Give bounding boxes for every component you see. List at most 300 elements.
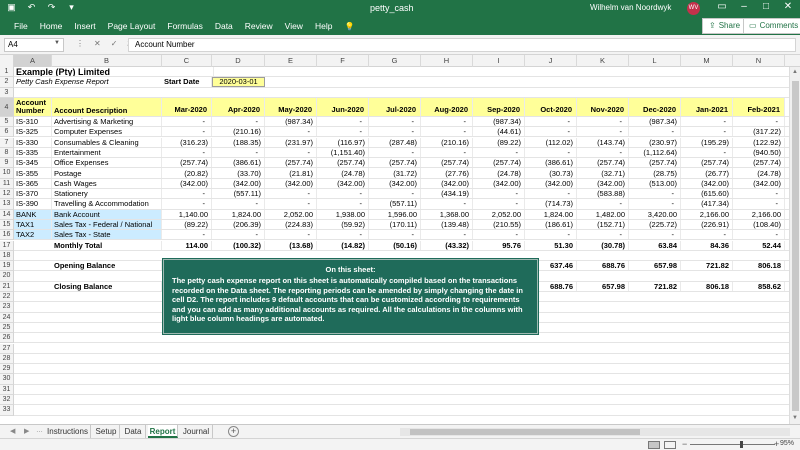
closing-balance-value[interactable]: 657.98 bbox=[577, 282, 629, 291]
monthly-total-value[interactable]: (100.32) bbox=[212, 241, 265, 250]
row-header[interactable]: 9 bbox=[0, 158, 14, 168]
value-cell[interactable]: (24.78) bbox=[733, 168, 785, 177]
header-month[interactable]: Nov-2020 bbox=[577, 98, 629, 116]
account-description[interactable]: Stationery bbox=[52, 189, 162, 198]
column-header-e[interactable]: E bbox=[265, 55, 317, 67]
undo-icon[interactable]: ↶ bbox=[27, 2, 36, 12]
monthly-total-value[interactable]: (43.32) bbox=[421, 241, 473, 250]
row-header[interactable]: 22 bbox=[0, 292, 14, 302]
value-cell[interactable]: (342.00) bbox=[733, 179, 785, 188]
value-cell[interactable]: (20.82) bbox=[162, 168, 212, 177]
account-description[interactable]: Postage bbox=[52, 168, 162, 177]
value-cell[interactable]: - bbox=[212, 117, 265, 126]
value-cell[interactable]: (24.78) bbox=[473, 168, 525, 177]
value-cell[interactable]: (210.16) bbox=[421, 138, 473, 147]
value-cell[interactable]: (89.22) bbox=[162, 220, 212, 229]
column-header-j[interactable]: J bbox=[525, 55, 577, 67]
value-cell[interactable]: (583.88) bbox=[577, 189, 629, 198]
account-description[interactable]: Cash Wages bbox=[52, 179, 162, 188]
customize-toolbar-icon[interactable]: ▾ bbox=[69, 2, 74, 12]
row-header[interactable]: 20 bbox=[0, 271, 14, 281]
menu-page-layout[interactable]: Page Layout bbox=[107, 21, 156, 31]
value-cell[interactable]: (44.61) bbox=[473, 127, 525, 136]
sheet-tab-instructions[interactable]: Instructions bbox=[45, 425, 91, 438]
search-icon[interactable]: 💡 bbox=[344, 22, 355, 31]
value-cell[interactable]: - bbox=[733, 230, 785, 239]
account-description[interactable]: Advertising & Marketing bbox=[52, 117, 162, 126]
menu-insert[interactable]: Insert bbox=[74, 21, 96, 31]
value-cell[interactable]: 1,824.00 bbox=[525, 210, 577, 219]
value-cell[interactable]: (987.34) bbox=[473, 117, 525, 126]
value-cell[interactable]: (257.74) bbox=[162, 158, 212, 167]
value-cell[interactable]: (434.19) bbox=[421, 189, 473, 198]
value-cell[interactable]: (257.74) bbox=[473, 158, 525, 167]
value-cell[interactable]: - bbox=[212, 199, 265, 208]
row-header[interactable]: 33 bbox=[0, 405, 14, 415]
menu-file[interactable]: File bbox=[14, 21, 28, 31]
maximize-icon[interactable]: □ bbox=[762, 1, 770, 12]
value-cell[interactable]: (28.75) bbox=[629, 168, 681, 177]
column-header-f[interactable]: F bbox=[317, 55, 369, 67]
monthly-total-value[interactable]: (14.82) bbox=[317, 241, 369, 250]
value-cell[interactable]: - bbox=[733, 117, 785, 126]
row-header[interactable]: 7 bbox=[0, 138, 14, 148]
opening-balance-label[interactable]: Opening Balance bbox=[52, 261, 162, 270]
row-header[interactable]: 24 bbox=[0, 313, 14, 323]
value-cell[interactable]: 1,938.00 bbox=[317, 210, 369, 219]
value-cell[interactable]: - bbox=[473, 199, 525, 208]
account-code[interactable]: IS-355 bbox=[14, 168, 52, 177]
monthly-total-label[interactable]: Monthly Total bbox=[52, 241, 162, 250]
account-description[interactable]: Travelling & Accommodation bbox=[52, 199, 162, 208]
value-cell[interactable]: - bbox=[473, 189, 525, 198]
value-cell[interactable]: (342.00) bbox=[473, 179, 525, 188]
value-cell[interactable]: 3,420.00 bbox=[629, 210, 681, 219]
zoom-level[interactable]: 95% bbox=[780, 440, 795, 447]
account-code[interactable]: IS-335 bbox=[14, 148, 52, 157]
value-cell[interactable]: - bbox=[473, 148, 525, 157]
value-cell[interactable]: (940.50) bbox=[733, 148, 785, 157]
value-cell[interactable]: - bbox=[577, 199, 629, 208]
row-header[interactable]: 26 bbox=[0, 333, 14, 343]
value-cell[interactable]: (342.00) bbox=[212, 179, 265, 188]
value-cell[interactable]: (557.11) bbox=[212, 189, 265, 198]
value-cell[interactable]: (226.91) bbox=[681, 220, 733, 229]
value-cell[interactable]: - bbox=[317, 199, 369, 208]
value-cell[interactable]: - bbox=[317, 230, 369, 239]
value-cell[interactable]: - bbox=[317, 117, 369, 126]
value-cell[interactable]: - bbox=[577, 127, 629, 136]
account-description[interactable]: Bank Account bbox=[52, 210, 162, 219]
value-cell[interactable]: - bbox=[265, 189, 317, 198]
value-cell[interactable]: - bbox=[212, 230, 265, 239]
value-cell[interactable]: - bbox=[369, 230, 421, 239]
value-cell[interactable]: (342.00) bbox=[265, 179, 317, 188]
column-header-i[interactable]: I bbox=[473, 55, 525, 67]
column-header-h[interactable]: H bbox=[421, 55, 473, 67]
value-cell[interactable]: (257.74) bbox=[421, 158, 473, 167]
value-cell[interactable]: - bbox=[421, 127, 473, 136]
menu-view[interactable]: View bbox=[284, 21, 303, 31]
value-cell[interactable]: - bbox=[577, 148, 629, 157]
value-cell[interactable]: 1,824.00 bbox=[212, 210, 265, 219]
closing-balance-value[interactable]: 806.18 bbox=[681, 282, 733, 291]
value-cell[interactable]: (33.70) bbox=[212, 168, 265, 177]
value-cell[interactable]: (386.61) bbox=[525, 158, 577, 167]
value-cell[interactable]: - bbox=[369, 148, 421, 157]
value-cell[interactable]: (257.74) bbox=[629, 158, 681, 167]
value-cell[interactable]: (342.00) bbox=[162, 179, 212, 188]
value-cell[interactable]: - bbox=[629, 189, 681, 198]
value-cell[interactable]: - bbox=[681, 117, 733, 126]
value-cell[interactable]: - bbox=[681, 127, 733, 136]
value-cell[interactable]: - bbox=[421, 148, 473, 157]
column-header-l[interactable]: L bbox=[629, 55, 681, 67]
row-header[interactable]: 30 bbox=[0, 374, 14, 384]
value-cell[interactable]: (224.83) bbox=[265, 220, 317, 229]
row-header[interactable]: 21 bbox=[0, 282, 14, 292]
monthly-total-value[interactable]: 52.44 bbox=[733, 241, 785, 250]
value-cell[interactable]: - bbox=[317, 127, 369, 136]
row-header[interactable]: 3 bbox=[0, 88, 14, 98]
closing-balance-value[interactable]: 721.82 bbox=[629, 282, 681, 291]
value-cell[interactable]: (108.40) bbox=[733, 220, 785, 229]
cancel-icon[interactable]: ✕ bbox=[94, 39, 101, 48]
row-header[interactable]: 16 bbox=[0, 230, 14, 240]
value-cell[interactable]: (152.71) bbox=[577, 220, 629, 229]
value-cell[interactable]: (30.73) bbox=[525, 168, 577, 177]
value-cell[interactable]: (342.00) bbox=[525, 179, 577, 188]
value-cell[interactable]: - bbox=[577, 230, 629, 239]
value-cell[interactable]: - bbox=[162, 189, 212, 198]
row-header[interactable]: 12 bbox=[0, 189, 14, 199]
header-month[interactable]: Feb-2021 bbox=[733, 98, 785, 116]
value-cell[interactable]: (1,112.64) bbox=[629, 148, 681, 157]
value-cell[interactable]: - bbox=[162, 230, 212, 239]
account-description[interactable]: Sales Tax - Federal / National bbox=[52, 220, 162, 229]
column-header-a[interactable]: A bbox=[14, 55, 52, 67]
column-header-k[interactable]: K bbox=[577, 55, 629, 67]
next-sheet-icon[interactable]: ▶ bbox=[24, 428, 30, 435]
closing-balance-value[interactable]: 858.62 bbox=[733, 282, 785, 291]
vertical-scrollbar[interactable] bbox=[789, 67, 800, 424]
row-header[interactable]: 27 bbox=[0, 344, 14, 354]
company-name[interactable]: Example (Pty) Limited bbox=[14, 67, 214, 76]
value-cell[interactable]: - bbox=[421, 230, 473, 239]
header-month[interactable]: Jan-2021 bbox=[681, 98, 733, 116]
value-cell[interactable]: - bbox=[369, 117, 421, 126]
value-cell[interactable]: - bbox=[681, 148, 733, 157]
zoom-out-icon[interactable]: − bbox=[682, 439, 688, 449]
row-header[interactable]: 4 bbox=[0, 98, 14, 117]
value-cell[interactable]: (257.74) bbox=[369, 158, 421, 167]
monthly-total-value[interactable]: 84.36 bbox=[681, 241, 733, 250]
value-cell[interactable]: (1,151.40) bbox=[317, 148, 369, 157]
value-cell[interactable]: - bbox=[265, 127, 317, 136]
row-header[interactable]: 8 bbox=[0, 148, 14, 158]
opening-balance-value[interactable]: 721.82 bbox=[681, 261, 733, 270]
account-code[interactable]: IS-345 bbox=[14, 158, 52, 167]
report-name[interactable]: Petty Cash Expense Report bbox=[14, 77, 214, 86]
enter-icon[interactable]: ✓ bbox=[110, 39, 118, 48]
zoom-slider-thumb[interactable] bbox=[740, 441, 743, 448]
value-cell[interactable]: - bbox=[162, 199, 212, 208]
row-header[interactable]: 17 bbox=[0, 241, 14, 251]
value-cell[interactable]: (27.76) bbox=[421, 168, 473, 177]
column-header-b[interactable]: B bbox=[52, 55, 162, 67]
opening-balance-value[interactable]: 637.46 bbox=[525, 261, 577, 270]
value-cell[interactable]: - bbox=[162, 117, 212, 126]
save-icon[interactable]: ▣ bbox=[7, 2, 16, 12]
header-account-description[interactable]: Account Description bbox=[52, 98, 162, 116]
more-icon[interactable]: ⋮ bbox=[76, 39, 84, 48]
closing-balance-label[interactable]: Closing Balance bbox=[52, 282, 162, 291]
value-cell[interactable]: (89.22) bbox=[473, 138, 525, 147]
select-all-corner[interactable] bbox=[0, 55, 14, 67]
value-cell[interactable]: (316.23) bbox=[162, 138, 212, 147]
value-cell[interactable]: - bbox=[525, 189, 577, 198]
value-cell[interactable]: (59.92) bbox=[317, 220, 369, 229]
vertical-scroll-thumb[interactable] bbox=[792, 81, 799, 411]
account-description[interactable]: Sales Tax - State bbox=[52, 230, 162, 239]
value-cell[interactable]: (317.22) bbox=[733, 127, 785, 136]
value-cell[interactable]: - bbox=[629, 199, 681, 208]
row-header[interactable]: 15 bbox=[0, 220, 14, 230]
horizontal-scroll-thumb[interactable] bbox=[410, 429, 640, 435]
account-description[interactable]: Office Expenses bbox=[52, 158, 162, 167]
monthly-total-value[interactable]: 95.76 bbox=[473, 241, 525, 250]
value-cell[interactable]: - bbox=[525, 148, 577, 157]
more-sheets-icon[interactable]: … bbox=[36, 427, 43, 434]
horizontal-scrollbar[interactable] bbox=[400, 428, 790, 436]
value-cell[interactable]: - bbox=[525, 117, 577, 126]
zoom-slider[interactable] bbox=[690, 444, 775, 445]
value-cell[interactable]: (210.16) bbox=[212, 127, 265, 136]
value-cell[interactable]: - bbox=[162, 148, 212, 157]
opening-balance-value[interactable]: 657.98 bbox=[629, 261, 681, 270]
zoom-in-icon[interactable]: + bbox=[774, 439, 780, 449]
row-header[interactable]: 18 bbox=[0, 251, 14, 261]
value-cell[interactable]: 2,166.00 bbox=[681, 210, 733, 219]
value-cell[interactable]: (257.74) bbox=[265, 158, 317, 167]
row-header[interactable]: 14 bbox=[0, 210, 14, 220]
value-cell[interactable]: (186.61) bbox=[525, 220, 577, 229]
start-date-label[interactable]: Start Date bbox=[162, 77, 212, 86]
column-header-m[interactable]: M bbox=[681, 55, 733, 67]
ribbon-display-icon[interactable]: ▭ bbox=[717, 1, 727, 12]
value-cell[interactable]: 1,482.00 bbox=[577, 210, 629, 219]
avatar[interactable]: WV bbox=[687, 2, 700, 15]
value-cell[interactable]: - bbox=[162, 127, 212, 136]
normal-view-icon[interactable] bbox=[648, 441, 660, 449]
value-cell[interactable]: (615.60) bbox=[681, 189, 733, 198]
row-header[interactable]: 19 bbox=[0, 261, 14, 271]
menu-review[interactable]: Review bbox=[244, 21, 273, 31]
value-cell[interactable]: (417.34) bbox=[681, 199, 733, 208]
value-cell[interactable]: (987.34) bbox=[629, 117, 681, 126]
sheet-tab-setup[interactable]: Setup bbox=[93, 425, 120, 438]
account-code[interactable]: IS-325 bbox=[14, 127, 52, 136]
value-cell[interactable]: 2,052.00 bbox=[473, 210, 525, 219]
value-cell[interactable]: (195.29) bbox=[681, 138, 733, 147]
sheet-tab-report[interactable]: Report bbox=[148, 425, 178, 438]
row-header[interactable]: 23 bbox=[0, 302, 14, 312]
account-code[interactable]: IS-330 bbox=[14, 138, 52, 147]
value-cell[interactable]: (257.74) bbox=[317, 158, 369, 167]
page-layout-view-icon[interactable] bbox=[664, 441, 676, 449]
row-header[interactable]: 5 bbox=[0, 117, 14, 127]
value-cell[interactable]: - bbox=[525, 127, 577, 136]
header-month[interactable]: Apr-2020 bbox=[212, 98, 265, 116]
account-description[interactable]: Entertainment bbox=[52, 148, 162, 157]
value-cell[interactable]: 1,596.00 bbox=[369, 210, 421, 219]
user-name[interactable]: Wilhelm van Noordwyk bbox=[590, 3, 672, 12]
menu-help[interactable]: Help bbox=[314, 21, 333, 31]
value-cell[interactable]: (122.92) bbox=[733, 138, 785, 147]
value-cell[interactable]: - bbox=[629, 230, 681, 239]
value-cell[interactable]: - bbox=[681, 230, 733, 239]
row-header[interactable]: 6 bbox=[0, 127, 14, 137]
value-cell[interactable]: - bbox=[577, 117, 629, 126]
value-cell[interactable]: (139.48) bbox=[421, 220, 473, 229]
value-cell[interactable]: (188.35) bbox=[212, 138, 265, 147]
monthly-total-value[interactable]: 63.84 bbox=[629, 241, 681, 250]
value-cell[interactable]: 2,052.00 bbox=[265, 210, 317, 219]
value-cell[interactable]: (342.00) bbox=[577, 179, 629, 188]
row-header[interactable]: 32 bbox=[0, 395, 14, 405]
value-cell[interactable]: (206.39) bbox=[212, 220, 265, 229]
value-cell[interactable]: (386.61) bbox=[212, 158, 265, 167]
prev-sheet-icon[interactable]: ◀ bbox=[10, 428, 16, 435]
value-cell[interactable]: (230.97) bbox=[629, 138, 681, 147]
account-code[interactable]: IS-310 bbox=[14, 117, 52, 126]
column-header-n[interactable]: N bbox=[733, 55, 785, 67]
menu-formulas[interactable]: Formulas bbox=[167, 21, 203, 31]
menu-home[interactable]: Home bbox=[39, 21, 63, 31]
account-code[interactable]: IS-365 bbox=[14, 179, 52, 188]
account-code[interactable]: TAX1 bbox=[14, 220, 52, 229]
value-cell[interactable]: (143.74) bbox=[577, 138, 629, 147]
row-header[interactable]: 10 bbox=[0, 168, 14, 178]
value-cell[interactable]: - bbox=[369, 189, 421, 198]
value-cell[interactable]: (170.11) bbox=[369, 220, 421, 229]
value-cell[interactable]: (342.00) bbox=[421, 179, 473, 188]
value-cell[interactable]: (342.00) bbox=[681, 179, 733, 188]
header-month[interactable]: Sep-2020 bbox=[473, 98, 525, 116]
value-cell[interactable]: (342.00) bbox=[317, 179, 369, 188]
monthly-total-value[interactable]: (50.16) bbox=[369, 241, 421, 250]
value-cell[interactable]: (557.11) bbox=[369, 199, 421, 208]
redo-icon[interactable]: ↷ bbox=[47, 2, 56, 12]
value-cell[interactable]: (987.34) bbox=[265, 117, 317, 126]
value-cell[interactable]: (257.74) bbox=[577, 158, 629, 167]
value-cell[interactable]: (24.78) bbox=[317, 168, 369, 177]
value-cell[interactable]: (513.00) bbox=[629, 179, 681, 188]
minimize-icon[interactable]: – bbox=[741, 1, 747, 12]
row-header[interactable]: 29 bbox=[0, 364, 14, 374]
scroll-down-icon[interactable]: ▼ bbox=[792, 415, 798, 421]
share-button[interactable] bbox=[702, 18, 747, 34]
value-cell[interactable]: - bbox=[212, 148, 265, 157]
start-date-input[interactable]: 2020-03-01 bbox=[212, 77, 265, 86]
value-cell[interactable]: (32.71) bbox=[577, 168, 629, 177]
opening-balance-value[interactable]: 806.18 bbox=[733, 261, 785, 270]
value-cell[interactable]: (287.48) bbox=[369, 138, 421, 147]
value-cell[interactable]: - bbox=[421, 199, 473, 208]
monthly-total-value[interactable]: 51.30 bbox=[525, 241, 577, 250]
header-month[interactable]: May-2020 bbox=[265, 98, 317, 116]
closing-balance-value[interactable]: 688.76 bbox=[525, 282, 577, 291]
close-icon[interactable]: ✕ bbox=[783, 1, 793, 12]
value-cell[interactable]: - bbox=[473, 230, 525, 239]
value-cell[interactable]: 2,166.00 bbox=[733, 210, 785, 219]
header-month[interactable]: Mar-2020 bbox=[162, 98, 212, 116]
value-cell[interactable]: - bbox=[733, 189, 785, 198]
header-month[interactable]: Oct-2020 bbox=[525, 98, 577, 116]
comments-button[interactable] bbox=[743, 18, 800, 34]
row-header[interactable]: 31 bbox=[0, 385, 14, 395]
sheet-tab-journal[interactable]: Journal bbox=[180, 425, 213, 438]
account-code[interactable]: IS-370 bbox=[14, 189, 52, 198]
add-sheet-button[interactable]: + bbox=[228, 426, 239, 437]
row-header[interactable]: 28 bbox=[0, 354, 14, 364]
header-month[interactable]: Dec-2020 bbox=[629, 98, 681, 116]
monthly-total-value[interactable]: (30.78) bbox=[577, 241, 629, 250]
value-cell[interactable]: (31.72) bbox=[369, 168, 421, 177]
opening-balance-value[interactable]: 688.76 bbox=[577, 261, 629, 270]
value-cell[interactable]: (21.81) bbox=[265, 168, 317, 177]
column-header-d[interactable]: D bbox=[212, 55, 265, 67]
value-cell[interactable]: 1,368.00 bbox=[421, 210, 473, 219]
value-cell[interactable]: - bbox=[317, 189, 369, 198]
value-cell[interactable]: - bbox=[265, 199, 317, 208]
monthly-total-value[interactable]: 114.00 bbox=[162, 241, 212, 250]
formula-input[interactable]: Account Number bbox=[128, 38, 796, 52]
row-header[interactable]: 11 bbox=[0, 179, 14, 189]
account-description[interactable]: Computer Expenses bbox=[52, 127, 162, 136]
header-month[interactable]: Jun-2020 bbox=[317, 98, 369, 116]
account-code[interactable]: IS-390 bbox=[14, 199, 52, 208]
chevron-down-icon[interactable]: ▼ bbox=[54, 40, 60, 46]
value-cell[interactable]: (342.00) bbox=[369, 179, 421, 188]
value-cell[interactable]: (210.55) bbox=[473, 220, 525, 229]
value-cell[interactable]: (116.97) bbox=[317, 138, 369, 147]
header-month[interactable]: Aug-2020 bbox=[421, 98, 473, 116]
value-cell[interactable]: (231.97) bbox=[265, 138, 317, 147]
value-cell[interactable]: - bbox=[421, 117, 473, 126]
column-header-c[interactable]: C bbox=[162, 55, 212, 67]
row-header[interactable]: 2 bbox=[0, 77, 14, 87]
row-header[interactable]: 13 bbox=[0, 199, 14, 209]
row-header[interactable]: 25 bbox=[0, 323, 14, 333]
value-cell[interactable]: (225.72) bbox=[629, 220, 681, 229]
value-cell[interactable]: (257.74) bbox=[681, 158, 733, 167]
header-month[interactable]: Jul-2020 bbox=[369, 98, 421, 116]
scroll-up-icon[interactable]: ▲ bbox=[792, 69, 798, 75]
value-cell[interactable]: (257.74) bbox=[733, 158, 785, 167]
value-cell[interactable]: - bbox=[369, 127, 421, 136]
name-box[interactable]: A4 bbox=[4, 38, 64, 52]
value-cell[interactable]: - bbox=[265, 148, 317, 157]
column-header-g[interactable]: G bbox=[369, 55, 421, 67]
value-cell[interactable]: - bbox=[265, 230, 317, 239]
value-cell[interactable]: - bbox=[733, 199, 785, 208]
row-header[interactable]: 1 bbox=[0, 67, 14, 77]
value-cell[interactable]: (26.77) bbox=[681, 168, 733, 177]
value-cell[interactable]: (112.02) bbox=[525, 138, 577, 147]
value-cell[interactable]: (714.73) bbox=[525, 199, 577, 208]
value-cell[interactable]: 1,140.00 bbox=[162, 210, 212, 219]
